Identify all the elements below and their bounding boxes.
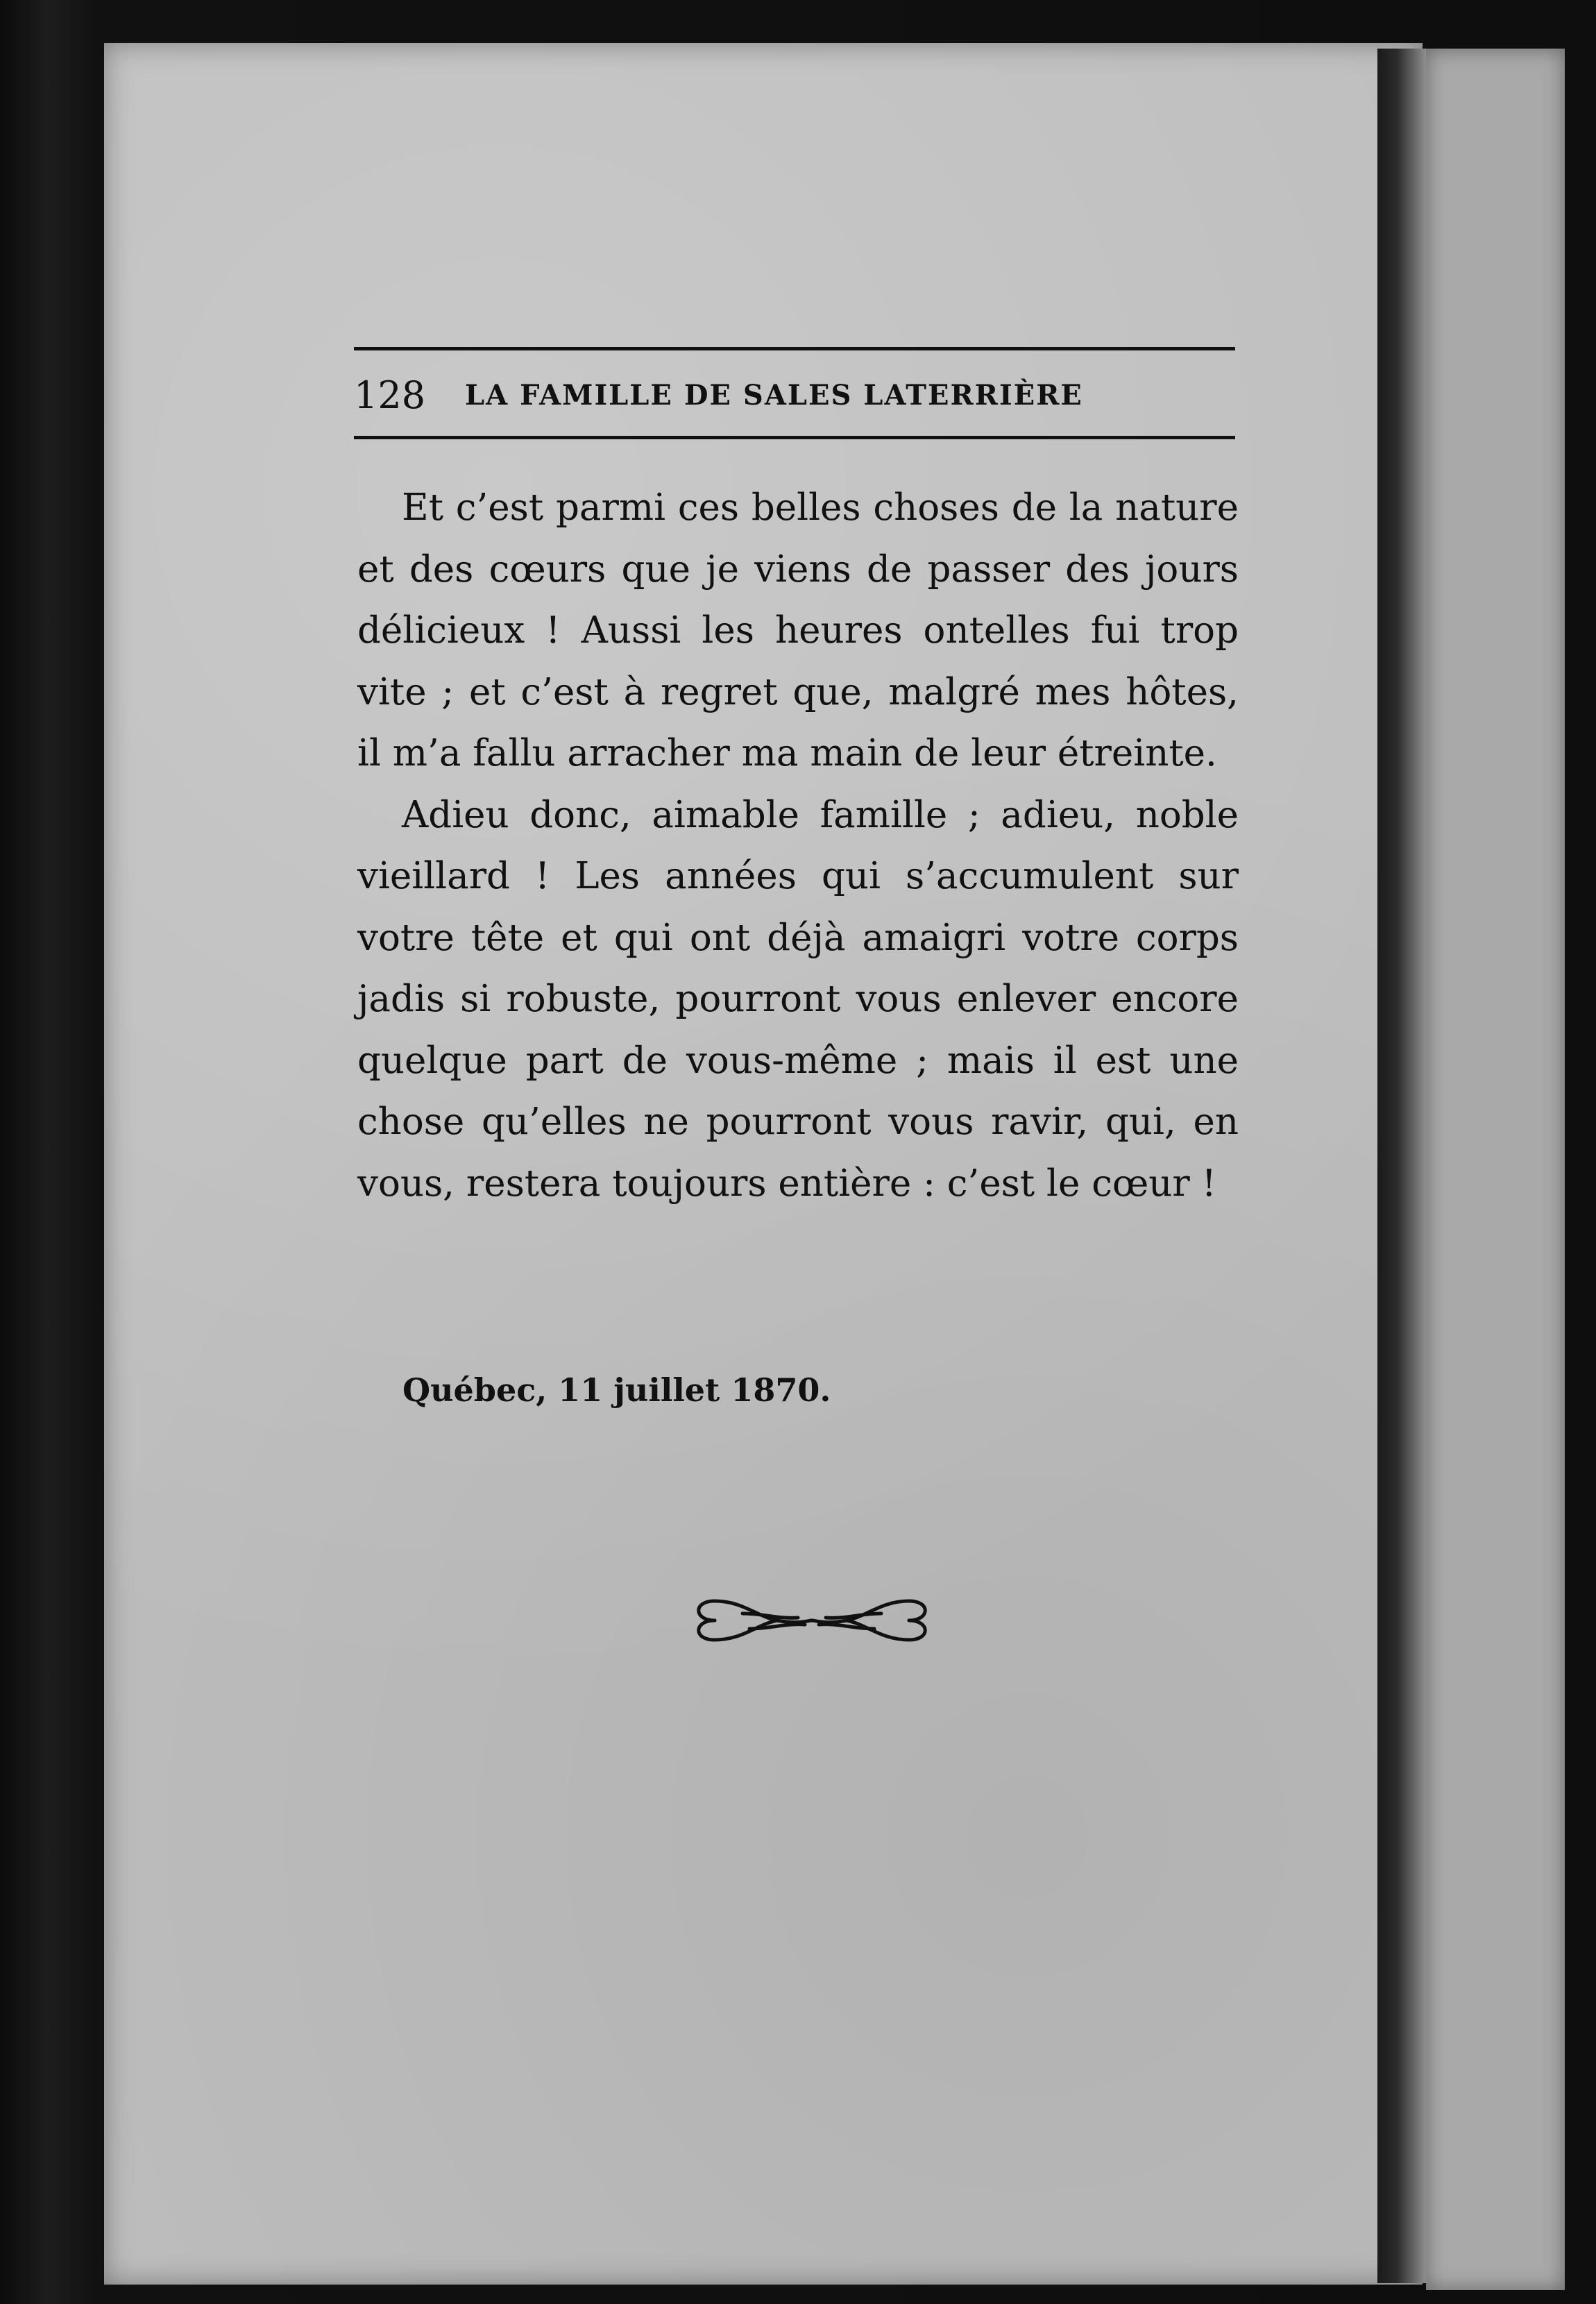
running-head: [354, 368, 1235, 423]
header-rule-bottom: [354, 436, 1235, 439]
facing-page-edge: [1426, 49, 1565, 2290]
running-title: LA FAMILLE DE SALES LATERRIÈRE: [465, 379, 1083, 412]
flourish-ornament-icon: [687, 1593, 937, 1648]
dateline: Québec, 11 juillet 1870.: [402, 1371, 831, 1409]
paragraph: Et c’est parmi ces belles choses de la nature et des cœurs que je viens de passer des jours délicieux ! Aussi les heures ontelles fui trop vite ; et c’est à regret que, malgré mes hôtes, il m’a fallu arracher ma main de leur étreinte.: [357, 486, 1239, 774]
body-text: [357, 477, 1239, 1214]
header-rule-top: [354, 347, 1235, 350]
page-gutter: [1377, 49, 1426, 2283]
paragraph: Adieu donc, aimable famille ; adieu, noble vieillard ! Les années qui s’accumulent sur votre tête et qui ont déjà amaigri votre corps jadis si robuste, pourront vous enlever encore quelque part de vous-même ; mais il est une chose qu’elles ne pourront vous ravir, qui, en vous, restera toujours entière : c’est le cœur !: [357, 793, 1239, 1205]
page-number: 128: [354, 373, 426, 417]
